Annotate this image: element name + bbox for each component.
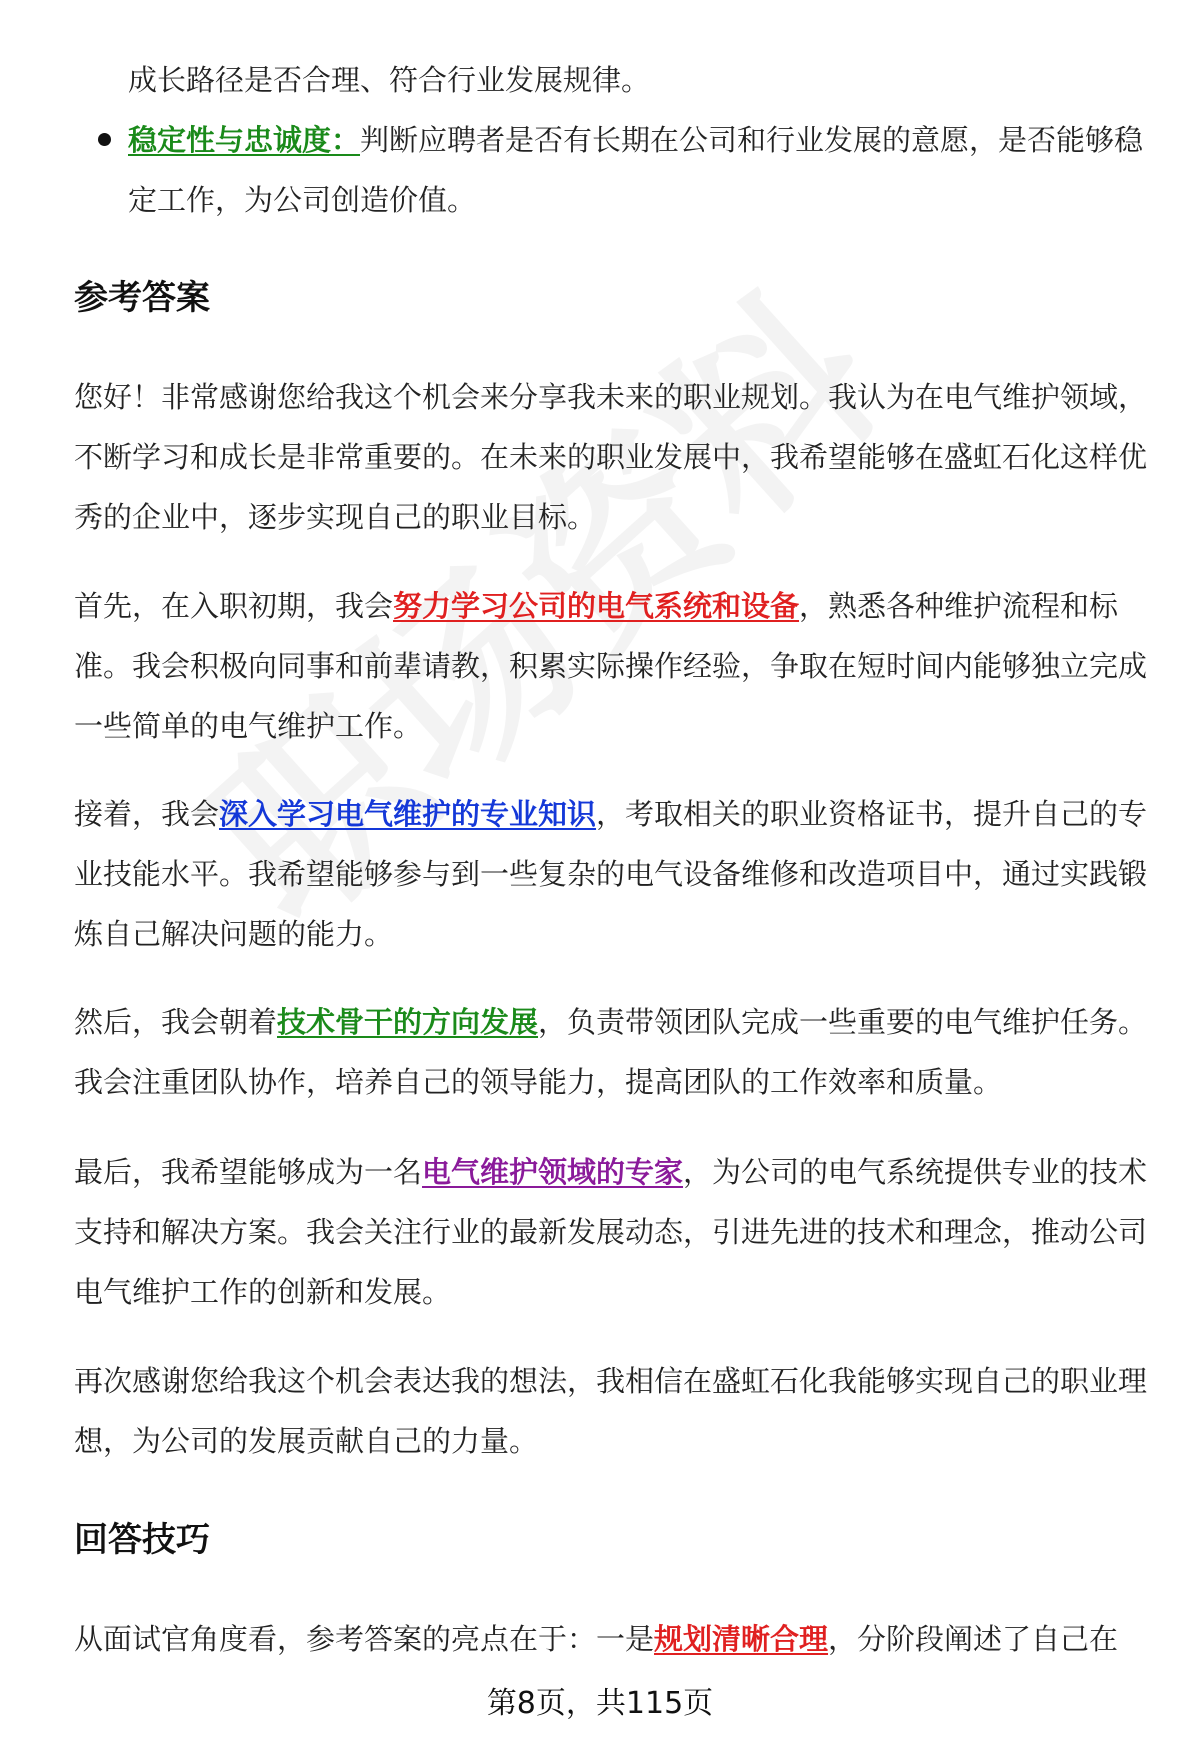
bullet-dot-icon <box>98 133 111 146</box>
answer-paragraph-finally <box>74 1142 1149 1322</box>
paragraph-text: 然后，我会朝着 <box>74 1005 278 1039</box>
paragraph-text: ，熟悉各种维护流程和标准。我会积极向同事和前辈请教，积累实际操作经验，争取在短时间内能够独立完成一些简单的电气维护工作。 <box>74 589 1148 743</box>
highlight-phrase: 电气维护领域的专家 <box>422 1155 684 1189</box>
paragraph-text: 接着，我会 <box>74 797 220 831</box>
paragraph-text: ，为公司的电气系统提供专业的技术支持和解决方案。我会关注行业的最新发展动态，引进先进的技术和理念，推动公司电气维护工作的创新和发展。 <box>74 1155 1148 1309</box>
bullet-text <box>74 110 1149 230</box>
intro-tail: 成长路径是否合理、符合行业发展规律。 <box>128 63 651 97</box>
highlight-phrase: 深入学习电气维护的专业知识 <box>219 797 597 831</box>
paragraph-text: 最后，我希望能够成为一名 <box>74 1155 423 1189</box>
tips-paragraph <box>74 1609 1149 1669</box>
section-title-answer-tips: 回答技巧 <box>74 1520 210 1560</box>
highlight-phrase: 努力学习公司的电气系统和设备 <box>393 589 800 623</box>
paragraph-text: ，分阶段阐述了自己在 <box>828 1622 1119 1656</box>
page-number: 第8页，共115页 <box>486 1686 714 1721</box>
list-item <box>74 110 1149 230</box>
paragraph-text: ，考取相关的职业资格证书，提升自己的专业技能水平。我希望能够参与到一些复杂的电气设备维修和改造项目中，通过实践锻炼自己解决问题的能力。 <box>74 797 1148 951</box>
highlight-phrase: 规划清晰合理 <box>654 1622 829 1656</box>
bullet-term: 稳定性与忠诚度： <box>128 123 361 157</box>
answer-paragraph-then <box>74 992 1149 1112</box>
paragraph-text: 首先，在入职初期，我会 <box>74 589 394 623</box>
answer-paragraph-closing: 再次感谢您给我这个机会表达我的想法，我相信在盛虹石化我能够实现自己的职业理想，为公司的发展贡献自己的力量。 <box>74 1364 1148 1458</box>
answer-paragraph-greeting: 您好！非常感谢您给我这个机会来分享我未来的职业规划。我认为在电气维护领域，不断学习和成长是非常重要的。在未来的职业发展中，我希望能够在盛虹石化这样优秀的企业中，逐步实现自己的职业目标。 <box>74 380 1148 534</box>
highlight-phrase: 技术骨干的方向发展 <box>277 1005 539 1039</box>
answer-paragraph-next <box>74 784 1149 964</box>
answer-paragraph-first <box>74 576 1149 756</box>
paragraph-text: 从面试官角度看，参考答案的亮点在于：一是 <box>74 1622 655 1656</box>
paragraph-text: ，负责带领团队完成一些重要的电气维护任务。我会注重团队协作，培养自己的领导能力，提高团队的工作效率和质量。 <box>74 1005 1148 1099</box>
bullet-description: 判断应聘者是否有长期在公司和行业发展的意愿，是否能够稳定工作，为公司创造价值。 <box>128 123 1144 217</box>
section-title-reference-answer: 参考答案 <box>74 278 210 318</box>
